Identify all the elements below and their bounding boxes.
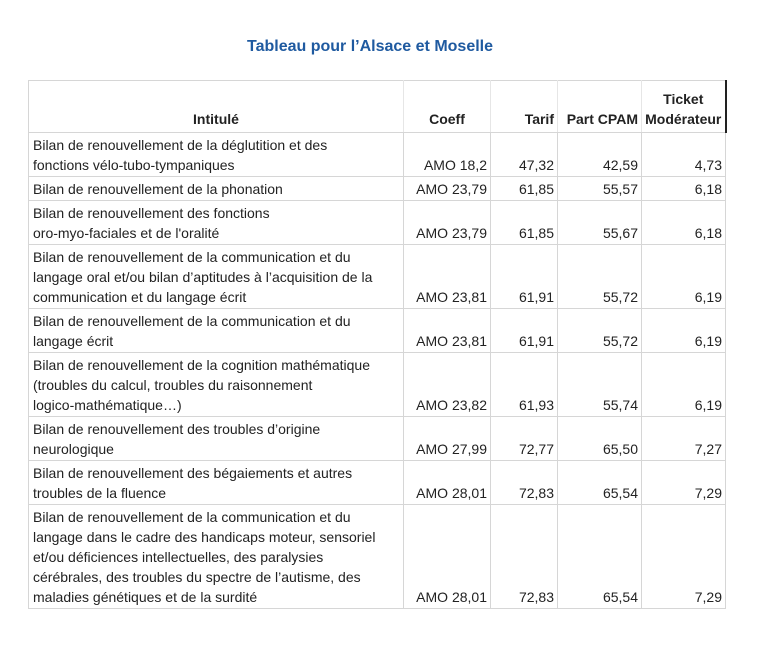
- column-header-ticket-moderateur: [642, 81, 726, 133]
- intitule-line: neurologique: [33, 441, 114, 457]
- table-row: [29, 353, 726, 417]
- intitule-line: langage oral et/ou bilan d’aptitudes à l’acquisition de la: [33, 269, 373, 285]
- table-header-row: [29, 81, 726, 133]
- cell-intitule: [29, 201, 404, 245]
- table-row: [29, 417, 726, 461]
- cell-coeff: AMO 27,99: [404, 417, 491, 461]
- intitule-line: Bilan de renouvellement des fonctions: [33, 205, 270, 221]
- table-row: [29, 133, 726, 177]
- cell-ticket-moderateur: 6,18: [642, 177, 726, 201]
- cell-intitule: [29, 177, 404, 201]
- column-header-intitule: Intitulé: [29, 81, 404, 133]
- cell-coeff: AMO 18,2: [404, 133, 491, 177]
- tarif-table: [28, 80, 727, 609]
- cell-part-cpam: 55,72: [558, 245, 642, 309]
- cell-coeff: AMO 28,01: [404, 505, 491, 609]
- cell-intitule: [29, 245, 404, 309]
- cell-tarif: 61,85: [491, 177, 558, 201]
- intitule-line: Bilan de renouvellement des troubles d’origine: [33, 421, 321, 437]
- cell-ticket-moderateur: 7,27: [642, 417, 726, 461]
- intitule-line: Bilan de renouvellement de la cognition mathématique: [33, 357, 370, 373]
- cell-tarif: 61,91: [491, 245, 558, 309]
- cell-part-cpam: 65,54: [558, 505, 642, 609]
- cell-intitule: [29, 505, 404, 609]
- cell-ticket-moderateur: 6,19: [642, 309, 726, 353]
- cell-tarif: 61,91: [491, 309, 558, 353]
- cell-tarif: 72,83: [491, 461, 558, 505]
- intitule-line: Bilan de renouvellement de la communication et du: [33, 509, 351, 525]
- cell-tarif: 72,83: [491, 505, 558, 609]
- cell-ticket-moderateur: 6,18: [642, 201, 726, 245]
- cell-intitule: [29, 309, 404, 353]
- column-header-tarif: Tarif: [491, 81, 558, 133]
- cell-coeff: AMO 23,81: [404, 245, 491, 309]
- table-row: [29, 177, 726, 201]
- cell-tarif: 61,85: [491, 201, 558, 245]
- ticket-header-line2: Modérateur: [645, 111, 722, 127]
- intitule-line: (troubles du calcul, troubles du raisonnement: [33, 377, 313, 393]
- cell-coeff: AMO 23,79: [404, 177, 491, 201]
- cell-ticket-moderateur: 7,29: [642, 505, 726, 609]
- cell-tarif: 61,93: [491, 353, 558, 417]
- intitule-line: Bilan de renouvellement de la communication et du: [33, 249, 351, 265]
- intitule-line: maladies génétiques et de la surdité: [33, 589, 258, 605]
- cell-intitule: [29, 417, 404, 461]
- intitule-line: troubles de la fluence: [33, 485, 167, 501]
- cell-ticket-moderateur: 4,73: [642, 133, 726, 177]
- table-row: [29, 245, 726, 309]
- intitule-line: Bilan de renouvellement de la communication et du: [33, 313, 351, 329]
- intitule-line: logico-mathématique…): [33, 397, 182, 413]
- intitule-line: langage dans le cadre des handicaps moteur, sensoriel: [33, 529, 376, 545]
- cell-intitule: [29, 353, 404, 417]
- ticket-header-line1: Ticket: [663, 91, 704, 107]
- table-row: [29, 201, 726, 245]
- cell-part-cpam: 65,50: [558, 417, 642, 461]
- intitule-line: oro-myo-faciales et de l'oralité: [33, 225, 220, 241]
- page-title: Tableau pour l’Alsace et Moselle: [247, 38, 493, 55]
- intitule-line: Bilan de renouvellement de la phonation: [33, 181, 283, 197]
- cell-coeff: AMO 28,01: [404, 461, 491, 505]
- cell-intitule: [29, 133, 404, 177]
- intitule-line: cérébrales, des troubles du spectre de l’autisme, des: [33, 569, 361, 585]
- cell-coeff: AMO 23,79: [404, 201, 491, 245]
- intitule-line: et/ou déficiences intellectuelles, des paralysies: [33, 549, 324, 565]
- table-row: [29, 309, 726, 353]
- intitule-line: Bilan de renouvellement des bégaiements et autres: [33, 465, 353, 481]
- table-row: [29, 505, 726, 609]
- cell-part-cpam: 42,59: [558, 133, 642, 177]
- cell-ticket-moderateur: 6,19: [642, 353, 726, 417]
- intitule-line: Bilan de renouvellement de la déglutition et des: [33, 137, 328, 153]
- cell-intitule: [29, 461, 404, 505]
- cell-coeff: AMO 23,81: [404, 309, 491, 353]
- cell-part-cpam: 55,72: [558, 309, 642, 353]
- cell-ticket-moderateur: 6,19: [642, 245, 726, 309]
- intitule-line: communication et du langage écrit: [33, 289, 247, 305]
- cell-part-cpam: 65,54: [558, 461, 642, 505]
- table-body: [29, 133, 726, 609]
- column-header-coeff: Coeff: [404, 81, 491, 133]
- table-row: [29, 461, 726, 505]
- intitule-line: langage écrit: [33, 333, 114, 349]
- cell-part-cpam: 55,74: [558, 353, 642, 417]
- cell-coeff: AMO 23,82: [404, 353, 491, 417]
- cell-part-cpam: 55,57: [558, 177, 642, 201]
- cell-tarif: 72,77: [491, 417, 558, 461]
- cell-part-cpam: 55,67: [558, 201, 642, 245]
- column-header-part-cpam: Part CPAM: [558, 81, 642, 133]
- intitule-line: fonctions vélo-tubo-tympaniques: [33, 157, 235, 173]
- cell-tarif: 47,32: [491, 133, 558, 177]
- cell-ticket-moderateur: 7,29: [642, 461, 726, 505]
